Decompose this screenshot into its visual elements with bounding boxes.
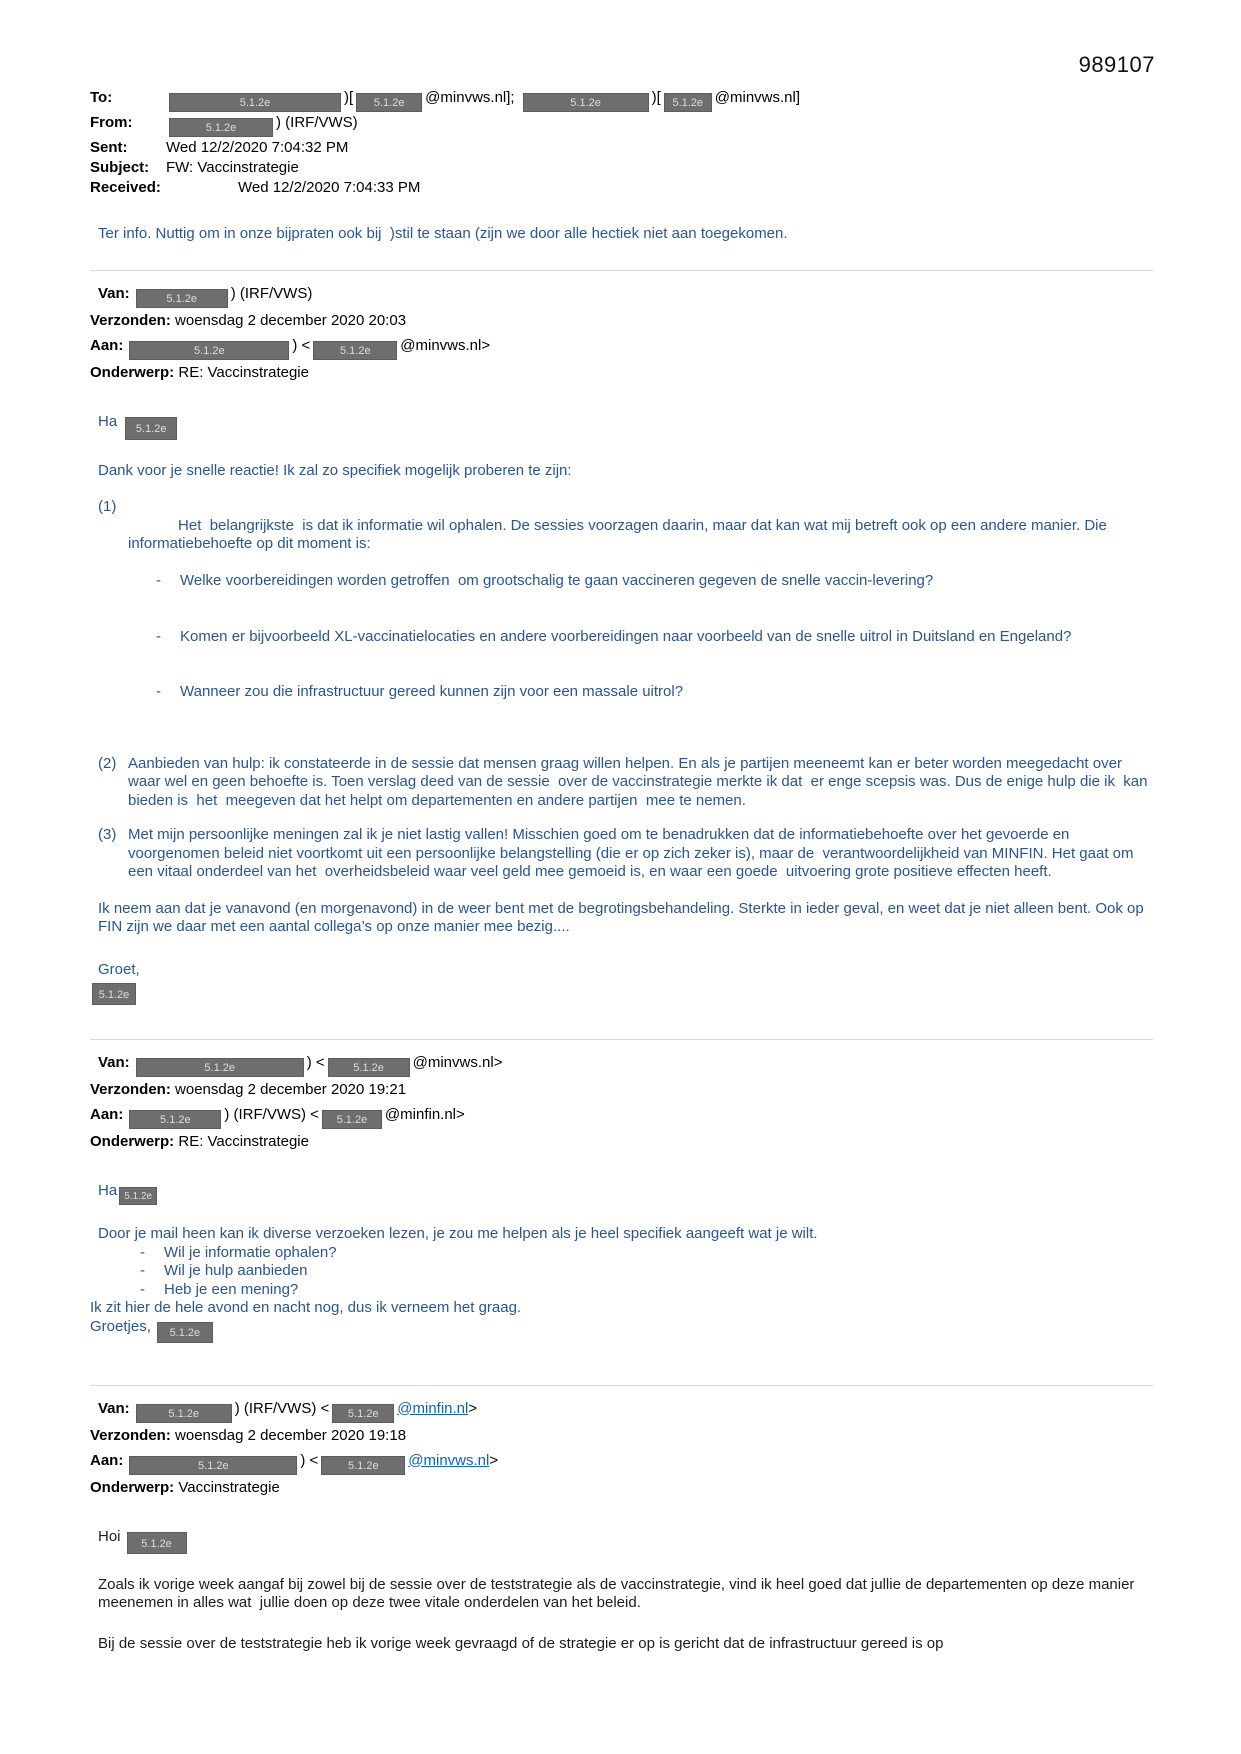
paragraph: Dank voor je snelle reactie! Ik zal zo specifiek mogelijk proberen te zijn:	[98, 461, 572, 479]
van-email-link[interactable]: @minfin.nl	[397, 1399, 469, 1417]
numbered-item-2	[98, 755, 1153, 811]
aan-row	[90, 1448, 1153, 1475]
bullet-item: - Wanneer zou die infrastructuur gereed kunnen zijn voor een massale uitrol?	[152, 683, 1153, 702]
redaction-box: 5.1.2e	[157, 1322, 213, 1343]
header-row-from	[90, 113, 1153, 137]
redaction-box: 5.1.2e	[322, 1110, 382, 1129]
onderwerp-value: RE: Vaccinstrategie	[178, 363, 309, 381]
numbered-list	[90, 498, 1153, 882]
aan-separator: ) <	[292, 336, 311, 354]
bullet-text: Wil je hulp aanbieden	[164, 1262, 308, 1279]
email-2	[90, 1050, 1153, 1343]
van-separator: ) <	[306, 1054, 325, 1071]
redaction-box: 5.1.2e	[523, 93, 649, 112]
paragraph: Ik neem aan dat je vanavond (en morgenavond) in de weer bent met de begrotingsbehandeling. Sterkte in ieder geval, en weet dat je niet alleen bent. Ook op FIN zijn we daar met een aantal collega’s op onze manier mee bezig....	[98, 899, 1148, 935]
redaction-box: 5.1.2e	[664, 93, 712, 112]
aan-separator: ) (IRF/VWS) <	[224, 1106, 319, 1123]
bullet-text: Welke voorbereidingen worden getroffen om grootschalig te gaan vaccineren gegeven de snelle vaccin-levering?	[180, 572, 934, 589]
onderwerp-value: RE: Vaccinstrategie	[178, 1133, 309, 1150]
onderwerp-row	[90, 360, 1153, 385]
onderwerp-row	[90, 1129, 1153, 1154]
van-label: Van:	[98, 1399, 130, 1417]
header-row-sent	[90, 138, 1153, 157]
redaction-box: 5.1.2e	[129, 1456, 297, 1475]
bullet-list	[136, 1244, 1153, 1300]
greeting-line	[98, 1182, 1153, 1205]
verzonden-row	[90, 308, 1153, 333]
redaction-box: 5.1.2e	[136, 1058, 304, 1077]
paragraph: Zoals ik vorige week aangaf bij zowel bij de sessie over de teststrategie als de vaccinstrategie, vind ik heel goed dat jullie de departementen op deze manier meenemen in alles wat jullie doen op deze twee vitale onderdelen van het beleid.	[98, 1575, 1139, 1611]
verzonden-row	[90, 1077, 1153, 1102]
aan-row	[90, 333, 1153, 360]
redaction-box: 5.1.2e	[129, 341, 289, 360]
bullet-text: Komen er bijvoorbeeld XL-vaccinatielocaties en andere voorbereidingen naar voorbeeld van de snelle uitrol in Duitsland en Engeland?	[180, 627, 1072, 645]
sent-label: Sent:	[90, 139, 128, 156]
separator	[90, 1385, 1153, 1386]
paragraph: Bij de sessie over de teststrategie heb ik vorige week gevraagd of de strategie er op is gericht dat de infrastructuur gereed is op	[98, 1634, 944, 1652]
aan-email-link[interactable]: @minvws.nl	[408, 1451, 490, 1469]
item-number: (2)	[98, 754, 117, 772]
verzonden-label: Verzonden:	[90, 1426, 171, 1444]
onderwerp-label: Onderwerp:	[90, 363, 175, 381]
onderwerp-label: Onderwerp:	[90, 1478, 175, 1496]
from-label: From:	[90, 114, 133, 131]
bullet-item: - Welke voorbereidingen worden getroffen om grootschalig te gaan vaccineren gegeven de snelle vaccin-levering?	[152, 572, 1153, 591]
aan-label: Aan:	[90, 336, 124, 354]
van-suffix: ) (IRF/VWS)	[230, 284, 313, 302]
redaction-box: 5.1.2e	[313, 341, 397, 360]
verzonden-value: woensdag 2 december 2020 19:18	[175, 1426, 407, 1444]
email-3	[90, 1396, 1153, 1654]
aan-row	[90, 1102, 1153, 1129]
redaction-box: 5.1.2e	[125, 417, 177, 440]
redaction-box: 5.1.2e	[119, 1187, 157, 1205]
redaction-box: 5.1.2e	[332, 1404, 394, 1423]
item-text: Aanbieden van hulp: ik constateerde in de sessie dat mensen graag willen helpen. En als je partijen meeneemt kan er beter worden meegedacht over waar wel en geen behoefte is. Toen verslag deed van de sessie over de vaccinstrategie merkte ik dat er enge scepsis was. Dus de enige hulp die ik kan bieden is het meegeven dat het helpt om departementen en andere partijen mee te nemen.	[128, 754, 1152, 809]
redaction-box: 5.1.2e	[92, 983, 136, 1005]
greeting-text: Hoi	[98, 1527, 121, 1545]
forward-note: Ter info. Nuttig om in onze bijpraten ook bij )stil te staan (zijn we door alle hectiek niet aan toegekomen.	[98, 225, 788, 242]
greeting-line	[98, 413, 1153, 440]
item-number: (3)	[98, 826, 117, 843]
bullet-item: - Wil je hulp aanbieden	[136, 1262, 1153, 1281]
to-label: To:	[90, 89, 113, 106]
verzonden-value: woensdag 2 december 2020 20:03	[175, 311, 407, 329]
to-domain: @minvws.nl];	[425, 89, 515, 106]
paragraph: Door je mail heen kan ik diverse verzoeken lezen, je zou me helpen als je heel specifiek aangeeft wat je wilt.	[98, 1225, 818, 1242]
subject-label: Subject:	[90, 159, 150, 176]
from-suffix: ) (IRF/VWS)	[276, 114, 358, 131]
van-row	[98, 281, 1153, 308]
aan-label: Aan:	[90, 1106, 124, 1123]
signature-line	[92, 981, 1153, 1005]
received-label: Received:	[90, 179, 161, 196]
aan-close: >	[489, 1451, 499, 1469]
van-row	[98, 1396, 1153, 1423]
redaction-box: 5.1.2e	[169, 93, 341, 112]
to-domain: @minvws.nl]	[714, 89, 801, 106]
bullet-text: Wanneer zou die infrastructuur gereed kunnen zijn voor een massale uitrol?	[180, 683, 684, 700]
redaction-box: 5.1.2e	[127, 1532, 187, 1554]
item-text: Het belangrijkste is dat ik informatie wil ophalen. De sessies voorzagen daarin, maar dat kan wat mij betreft ook op een andere manier. Die informatiebehoefte op dit moment is:	[128, 516, 1112, 552]
to-separator: )[	[651, 89, 661, 106]
redaction-box: 5.1.2e	[328, 1058, 410, 1077]
separator	[90, 1039, 1153, 1040]
document-number: 989107	[1078, 52, 1155, 77]
onderwerp-row	[90, 1475, 1153, 1500]
closing-line	[90, 1318, 1153, 1343]
header-row-to	[90, 88, 1153, 112]
verzonden-value: woensdag 2 december 2020 19:21	[175, 1081, 407, 1098]
bullet-item: - Komen er bijvoorbeeld XL-vaccinatielocaties en andere voorbereidingen naar voorbeeld van de snelle uitrol in Duitsland en Engeland?	[152, 628, 1153, 647]
van-separator: ) (IRF/VWS) <	[234, 1399, 330, 1417]
redaction-box: 5.1.2e	[321, 1456, 405, 1475]
aan-separator: ) <	[300, 1451, 319, 1469]
redaction-box: 5.1.2e	[129, 1110, 221, 1129]
closing-text: Groet,	[98, 960, 140, 978]
header-row-subject	[90, 158, 1153, 177]
van-label: Van:	[98, 284, 130, 302]
header-row-received	[90, 178, 1153, 197]
redaction-box: 5.1.2e	[356, 93, 422, 112]
email-header	[90, 88, 1153, 197]
closing-text: Groetjes,	[90, 1317, 151, 1335]
to-separator: )[	[344, 89, 354, 106]
bullet-item: - Wil je informatie ophalen?	[136, 1244, 1153, 1263]
van-close: >	[468, 1399, 478, 1417]
redaction-box: 5.1.2e	[169, 118, 273, 137]
greeting-text: Ha	[98, 1182, 118, 1199]
greeting-text: Ha	[98, 412, 118, 430]
paragraph: Ik zit hier de hele avond en nacht nog, dus ik verneem het graag.	[90, 1299, 522, 1316]
bullet-text: Heb je een mening?	[164, 1280, 299, 1298]
onderwerp-label: Onderwerp:	[90, 1133, 175, 1150]
aan-domain: @minvws.nl>	[400, 336, 491, 354]
received-value: Wed 12/2/2020 7:04:33 PM	[238, 179, 421, 196]
subject-value: FW: Vaccinstrategie	[166, 159, 299, 176]
van-label: Van:	[98, 1054, 130, 1071]
numbered-item-3	[98, 826, 1153, 882]
bullet-item: - Heb je een mening?	[136, 1281, 1153, 1300]
item-text: Met mijn persoonlijke meningen zal ik je niet lastig vallen! Misschien goed om te benadrukken dat de informatiebehoefte over het gevoerde en voorgenomen beleid niet voortkomt uit een persoonlijke belangstelling (die er op zich zeker is), maar de verantwoordelijkheid van MINFIN. Het gaat om een vitaal onderdeel van het overheidsbeleid waar veel geld mee gemoeid is, en waar een goede uitvoering grote positieve effecten heeft.	[128, 826, 1138, 880]
redaction-box: 5.1.2e	[136, 1404, 232, 1423]
verzonden-row	[90, 1423, 1153, 1448]
aan-domain: @minfin.nl>	[384, 1106, 465, 1123]
sent-value: Wed 12/2/2020 7:04:32 PM	[166, 139, 349, 156]
bullet-text: Wil je informatie ophalen?	[164, 1243, 337, 1261]
separator	[90, 270, 1153, 271]
greeting-line	[98, 1528, 1153, 1554]
van-row	[98, 1050, 1153, 1077]
numbered-item-1	[98, 498, 1153, 739]
email-1	[90, 281, 1153, 1006]
verzonden-label: Verzonden:	[90, 1081, 171, 1098]
redaction-box: 5.1.2e	[136, 289, 228, 308]
onderwerp-value: Vaccinstrategie	[178, 1478, 280, 1496]
aan-label: Aan:	[90, 1451, 124, 1469]
verzonden-label: Verzonden:	[90, 311, 171, 329]
van-domain: @minvws.nl>	[412, 1054, 503, 1071]
item-number: (1)	[98, 498, 117, 515]
